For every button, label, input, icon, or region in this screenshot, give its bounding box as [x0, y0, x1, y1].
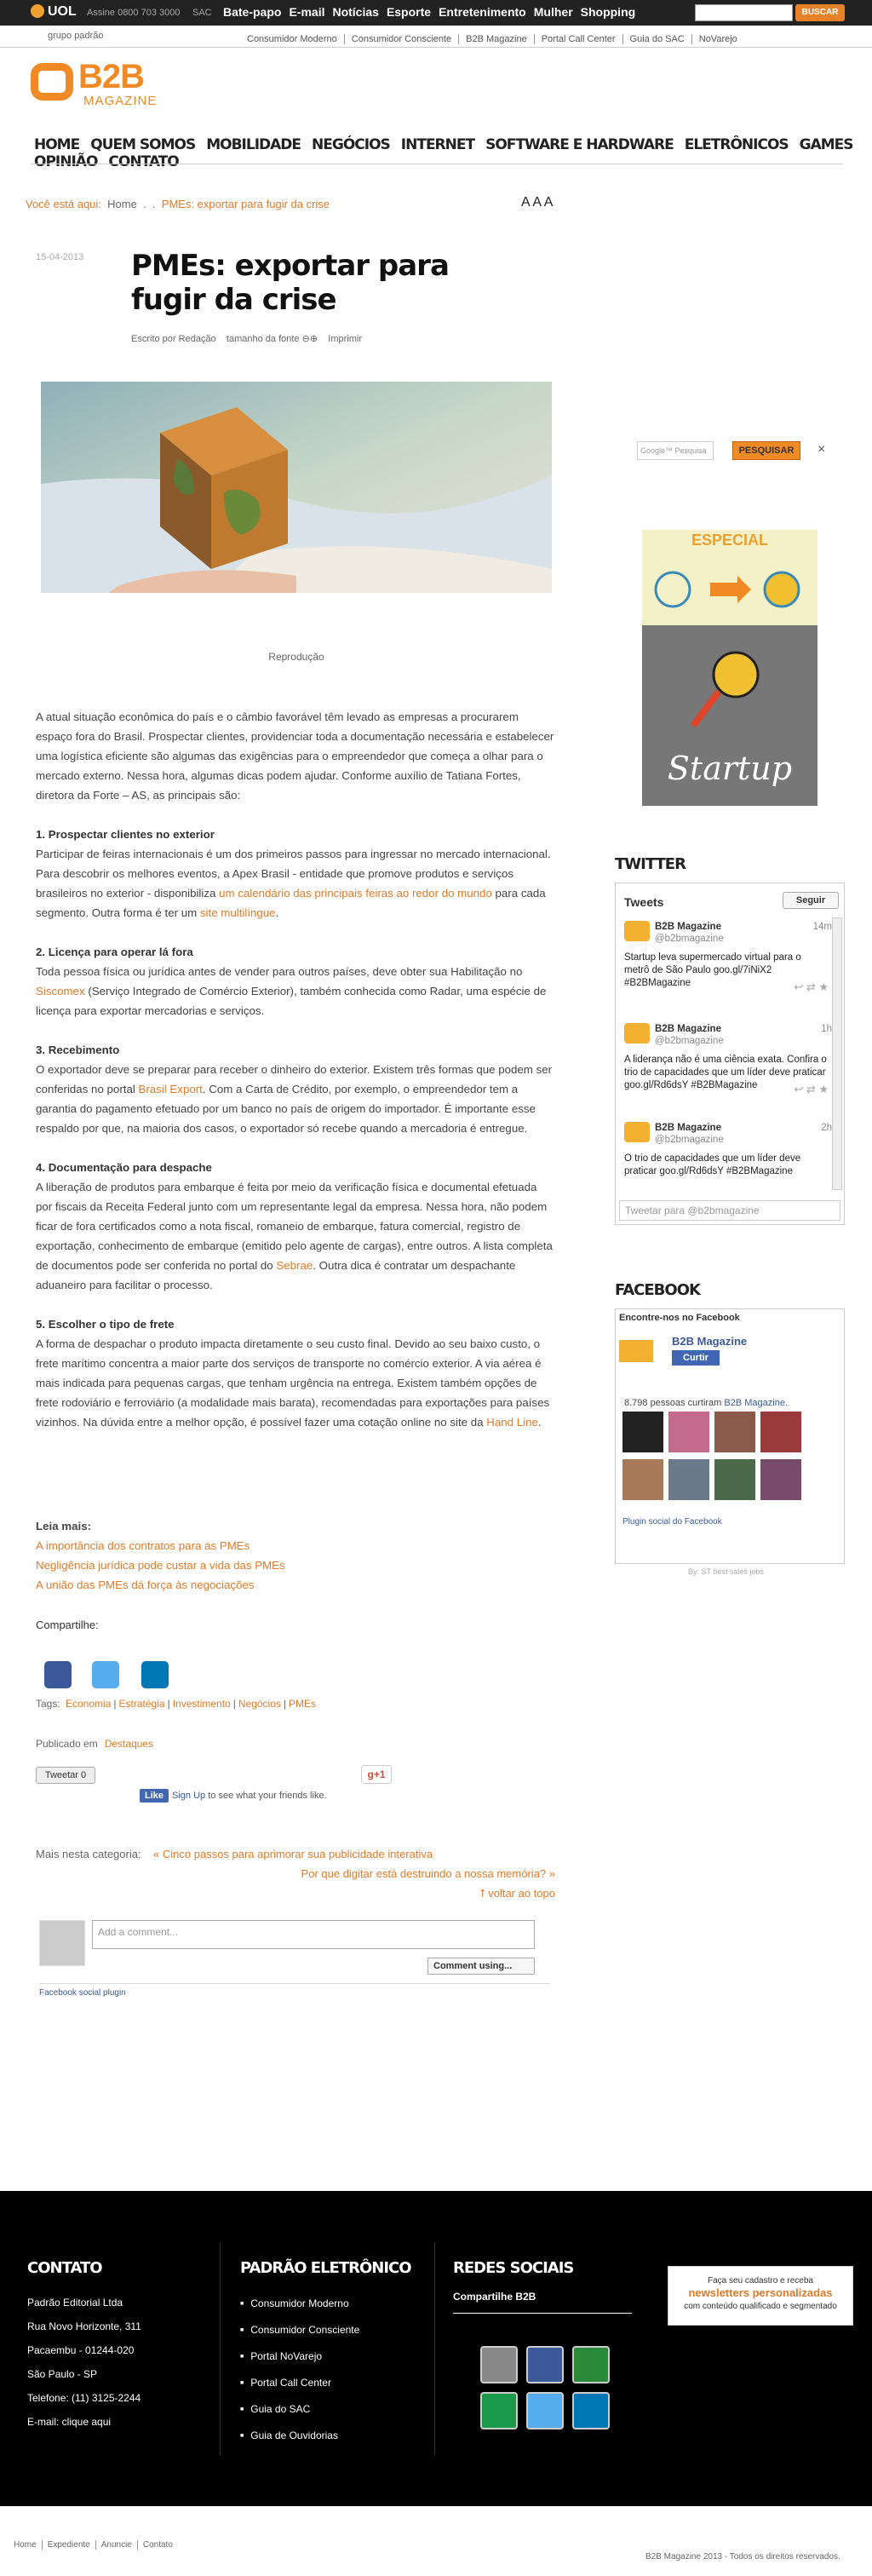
- article-date: 15-04-2013: [36, 252, 84, 262]
- footer-link[interactable]: ■ Guia de Ouvidorias: [240, 2423, 411, 2449]
- fan-avatar[interactable]: [714, 1459, 755, 1500]
- breadcrumb-home[interactable]: Home: [107, 198, 137, 210]
- tweet-actions[interactable]: ↩ ⇄ ★: [794, 1083, 829, 1095]
- follow-button[interactable]: Seguir: [783, 892, 839, 909]
- article-image: [41, 382, 552, 593]
- section-title: 3. Recebimento: [36, 1044, 120, 1056]
- uol-assine-link[interactable]: Assine 0800 703 3000: [87, 8, 181, 18]
- close-icon[interactable]: ×: [818, 442, 826, 457]
- section-paragraph: Toda pessoa física ou jurídica antes de vender para outros países, deve obter sua Habilitação no Siscomex (Serviço Integrado de Comércio Exterior), também conhecida como Radar, uma espécie de licença para exportar mercadorias e serviços.: [36, 965, 547, 1017]
- facebook-icon[interactable]: [526, 2346, 564, 2383]
- divider: [39, 1983, 550, 1984]
- fan-avatar[interactable]: [668, 1459, 709, 1500]
- nav-opiniao[interactable]: OPINIÃO: [34, 153, 98, 170]
- category-link[interactable]: Destaques: [104, 1738, 154, 1750]
- breadcrumb-sep: .: [143, 198, 146, 210]
- fan-avatar[interactable]: [622, 1412, 663, 1452]
- author-name: Redação: [178, 334, 216, 344]
- article-body: [36, 707, 555, 1452]
- comment-using-button[interactable]: Comment using...: [427, 1958, 535, 1975]
- twitter-icon[interactable]: [526, 2392, 564, 2429]
- footer-contato: CONTATO Padrão Editorial Ltda Rua Novo Horizonte, 311 Pacaembu - 01244-020 São Paulo - SP Telefone: (11) 3125-2244 E-mail: clique aqui: [27, 2259, 141, 2434]
- more-in-category: [36, 1844, 555, 1903]
- tweet-time[interactable]: 14m: [812, 922, 832, 932]
- section-paragraph: A liberação de produtos para embarque é feita por meio da verificação física e documental efetuada por fiscais da Receita Federal junto com um representante legal da empresa. Nessa hora, não podem ficar de fora certificados como a nota fiscal, romaneio de embarque, fatura comercial, registro de exportação, conhecimento de embarque (emitido pelo agente de cargas), entre outros. A lista completa de documentos pode ser conferida no portal do Sebrae. Outra dica é contratar um despachante aduaneiro para facilitar o processo.: [36, 1181, 553, 1291]
- fb-like-count: 8.798 pessoas curtiram B2B Magazine.: [624, 1398, 789, 1408]
- tweet-input[interactable]: Tweetar para @b2bmagazine: [619, 1200, 840, 1221]
- fb-page-logo[interactable]: [619, 1340, 653, 1362]
- tweet-actions[interactable]: ↩ ⇄ ★: [794, 980, 829, 993]
- footer-link[interactable]: ■ Portal NoVarejo: [240, 2343, 411, 2370]
- fan-avatar[interactable]: [760, 1412, 801, 1452]
- startup-banner[interactable]: [642, 530, 818, 806]
- group-link[interactable]: Guia do SAC: [630, 34, 692, 44]
- breadcrumb-label: Você está aqui:: [26, 198, 101, 210]
- sebrae-link[interactable]: Sebrae: [276, 1259, 313, 1272]
- siscomex-link[interactable]: Siscomex: [36, 985, 85, 998]
- uol-nav-shopping[interactable]: Shopping: [580, 5, 636, 19]
- prev-article-link[interactable]: « Cinco passos para aprimorar sua publicidade interativa: [153, 1848, 433, 1860]
- font-increase-icon[interactable]: ⊕: [309, 334, 318, 344]
- section-title: 1. Prospectar clientes no exterior: [36, 828, 215, 841]
- group-link[interactable]: Consumidor Moderno: [247, 34, 345, 44]
- divider: [220, 2242, 221, 2455]
- uol-nav-entretenimento[interactable]: Entretenimento: [439, 5, 526, 19]
- tweet-author[interactable]: B2B Magazine: [655, 1123, 721, 1133]
- facebook-heading: FACEBOOK: [615, 1281, 700, 1299]
- read-more-link[interactable]: A união das PMEs dá força às negociações: [36, 1578, 255, 1591]
- breadcrumb-current: PMEs: exportar para fugir da crise: [161, 198, 330, 210]
- bottom-link[interactable]: Anuncie: [101, 2540, 138, 2550]
- section-paragraph: O exportador deve se preparar para receber o dinheiro do exterior. Existem três formas que podem ser conferidas no portal Brasil Export. Com a Carta de Crédito, por exemplo, o empreendedor tem a garantia do pagamento efetuado por um banco no país de origem do importador. É importante esse respaldo por que, na maioria dos casos, o exportador só recebe quando a mercadoria é entregue.: [36, 1063, 553, 1135]
- section-title: 5. Escolher o tipo de frete: [36, 1318, 175, 1331]
- more-label: Mais nesta categoria:: [36, 1848, 141, 1860]
- footer-link[interactable]: ■ Guia do SAC: [240, 2396, 411, 2423]
- footer-compartilhe: Compartilhe B2B: [453, 2291, 632, 2314]
- avatar: [624, 921, 650, 941]
- fan-avatar[interactable]: [668, 1412, 709, 1452]
- divider: [434, 2242, 435, 2455]
- avatar: [624, 1023, 650, 1044]
- published-in: Publicado em Destaques: [36, 1738, 154, 1750]
- hand-line-link[interactable]: Hand Line: [486, 1416, 538, 1429]
- uol-nav-noticias[interactable]: Notícias: [332, 5, 379, 19]
- copyright: B2B Magazine 2013 - Todos os direitos reservados.: [645, 2552, 840, 2562]
- uol-search-button[interactable]: BUSCAR: [795, 4, 845, 21]
- site-multilingue-link[interactable]: site multilíngue: [199, 906, 276, 919]
- tweet-author[interactable]: B2B Magazine: [655, 1024, 721, 1034]
- fan-avatar[interactable]: [714, 1412, 755, 1452]
- article-title: PMEs: exportar para fugir da crise: [131, 249, 449, 317]
- bottom-link[interactable]: Home: [14, 2540, 43, 2550]
- nav-home[interactable]: HOME: [34, 136, 80, 153]
- font-size-controls[interactable]: A A A: [521, 195, 554, 210]
- email-link[interactable]: E-mail: clique aqui: [27, 2416, 112, 2428]
- fan-avatar[interactable]: [622, 1459, 663, 1500]
- fb-like-widget: Like Sign Up to see what your friends like.: [140, 1791, 327, 1801]
- gplus-button[interactable]: g+1: [361, 1765, 392, 1784]
- fb-find-title: Encontre-nos no Facebook: [619, 1313, 740, 1323]
- font-decrease-icon[interactable]: ⊖: [301, 334, 310, 344]
- footer-padrao: [240, 2259, 411, 2449]
- fan-avatar[interactable]: [760, 1459, 801, 1500]
- uol-sac-link[interactable]: SAC: [192, 8, 212, 18]
- google-search-button[interactable]: PESQUISAR: [732, 441, 800, 460]
- nav-eletronicos[interactable]: ELETRÔNICOS: [684, 136, 789, 153]
- nav-internet[interactable]: INTERNET: [400, 136, 475, 153]
- fb-like-button[interactable]: Like: [140, 1789, 169, 1803]
- by-link[interactable]: By: ST best sales jobs: [688, 1567, 764, 1576]
- group-link[interactable]: Consumidor Consciente: [352, 34, 459, 44]
- read-more-title: Leia mais:: [36, 1520, 92, 1532]
- group-link[interactable]: NoVarejo: [698, 34, 737, 44]
- nav-contato[interactable]: CONTATO: [108, 153, 179, 170]
- intro-paragraph: A atual situação econômica do país e o câmbio favorável têm levado as empresas a procurarem espaço fora do Brasil. Prospectar clientes, providenciar toda a documentação necessária e estabelecer uma logística eficiente são algumas das exigências para o empreendedor que começa a olhar para o mercado externo. Nessa hora, algumas dicas podem ajudar. Conforme auxílio de Tatiana Fortes, diretora da Forte – AS, as principais são:: [36, 710, 554, 802]
- uol-top-bar: [0, 0, 872, 26]
- section-title: 4. Documentação para despache: [36, 1161, 212, 1174]
- section-paragraph: Participar de feiras internacionais é um dos primeiros passos para ingressar no mercado internacional. Para descobrir os melhores eventos, a Apex Brasil - entidade que promove produtos e serviços brasileiros no exterior - disponibiliza um calendário das principais feiras ao redor do mundo para cada segmento. Outra forma é ter um site multilíngue.: [36, 848, 551, 919]
- group-subbar: [0, 26, 872, 48]
- tweet-handle[interactable]: @b2bmagazine: [655, 1135, 724, 1145]
- uol-search-input[interactable]: [695, 4, 793, 21]
- uol-nav-batepapo[interactable]: Bate-papo: [223, 5, 282, 19]
- brasil-export-link[interactable]: Brasil Export: [138, 1083, 203, 1095]
- facebook-widget: [615, 1308, 845, 1564]
- tags-label: Tags:: [36, 1698, 60, 1710]
- uol-nav-mulher[interactable]: Mulher: [533, 5, 573, 19]
- banner-startup-text: Startup: [667, 750, 793, 787]
- linkedin-share-icon[interactable]: [141, 1661, 169, 1688]
- read-more-link[interactable]: Negligência jurídica pode custar a vida das PMEs: [36, 1559, 285, 1572]
- share-title: Compartilhe:: [36, 1619, 99, 1631]
- footer-contato-title: CONTATO: [27, 2259, 102, 2277]
- tweet-time[interactable]: 1h: [821, 1024, 832, 1034]
- footer-link[interactable]: ■ Consumidor Consciente: [240, 2317, 411, 2343]
- breadcrumb: [26, 198, 330, 210]
- tweet-time[interactable]: 2h: [821, 1123, 832, 1133]
- group-link[interactable]: Portal Call Center: [542, 34, 623, 44]
- arrow-up-icon: ⭡: [479, 1887, 485, 1900]
- footer-pe-title: PADRÃO ELETRÔNICO: [240, 2259, 411, 2277]
- tweets-title: Tweets: [624, 895, 664, 909]
- twitter-heading: TWITTER: [615, 855, 686, 873]
- tweet-text: A liderança não é uma ciência exata. Confira o trio de capacidades que um líder deve praticar goo.gl/Rd6dsY #B2BMagazine: [624, 1055, 827, 1090]
- site-logo[interactable]: [31, 60, 167, 111]
- author-label: Escrito por: [131, 334, 176, 344]
- font-size-label: tamanho da fonte: [226, 334, 300, 344]
- uol-nav-esporte[interactable]: Esporte: [386, 5, 432, 19]
- fb-fans-grid: [622, 1412, 835, 1500]
- uol-logo-icon: [31, 4, 44, 18]
- tweet-text: O trio de capacidades que um líder deve praticar goo.gl/Rd6dsY #B2BMagazine: [624, 1153, 801, 1176]
- fb-curtir-button[interactable]: Curtir: [672, 1350, 720, 1366]
- article-meta: [131, 333, 362, 344]
- footer-redes: [453, 2259, 632, 2314]
- google-search-input[interactable]: Google™ Pesquisa: [637, 441, 714, 460]
- image-caption: Reprodução: [268, 651, 324, 663]
- next-article-link[interactable]: Por que digitar está destruindo a nossa memória? »: [301, 1867, 555, 1880]
- fb-social-plugin-link[interactable]: Facebook social plugin: [39, 1988, 126, 1998]
- nav-quem-somos[interactable]: QUEM SOMOS: [90, 136, 196, 153]
- nav-games[interactable]: GAMES: [799, 136, 853, 153]
- tags: Tags: Economia | Estratégia | Investimento | Negócios | PMEs: [36, 1698, 317, 1710]
- group-link[interactable]: B2B Magazine: [466, 34, 535, 44]
- tag-link[interactable]: PMEs: [289, 1698, 317, 1710]
- tweet-author[interactable]: B2B Magazine: [655, 922, 721, 932]
- back-to-top-link[interactable]: ⭡ voltar ao topo: [479, 1887, 555, 1900]
- tweet-button[interactable]: Tweetar 0: [36, 1767, 95, 1784]
- footer-link[interactable]: ■ Consumidor Moderno: [240, 2291, 411, 2317]
- tweet-count: 0: [81, 1770, 87, 1780]
- main-nav: [34, 136, 872, 170]
- footer-link[interactable]: ■ Portal Call Center: [240, 2370, 411, 2396]
- avatar: [624, 1122, 650, 1142]
- print-link[interactable]: Imprimir: [328, 334, 362, 344]
- fb-plugin-link[interactable]: Plugin social do Facebook: [622, 1517, 722, 1527]
- fb-signup-link[interactable]: Sign Up: [172, 1791, 206, 1801]
- banner-especial-text: ESPECIAL: [691, 532, 769, 549]
- read-more: [36, 1516, 285, 1595]
- avatar: [39, 1920, 85, 1966]
- tag-link[interactable]: Negócios: [238, 1698, 281, 1710]
- b2b-logo-icon: [31, 63, 73, 101]
- nav-software-hardware[interactable]: SOFTWARE E HARDWARE: [485, 136, 674, 153]
- bottom-link[interactable]: Contato: [142, 2540, 173, 2550]
- nav-mobilidade[interactable]: MOBILIDADE: [206, 136, 301, 153]
- read-more-link[interactable]: A importância dos contratos para as PMEs: [36, 1539, 250, 1552]
- uol-nav-email[interactable]: E-mail: [289, 5, 325, 19]
- group-links: [247, 34, 751, 44]
- tag-link[interactable]: Investimento: [172, 1698, 231, 1710]
- delicious-icon[interactable]: [572, 2346, 610, 2383]
- comment-input[interactable]: Add a comment...: [92, 1920, 535, 1949]
- facebook-share-icon[interactable]: [44, 1661, 72, 1688]
- section-paragraph: A forma de despachar o produto impacta diretamente o seu custo final. Devido ao seu baixo custo, o frete marítimo concentra a maior parte dos serviços de transporte no comércio exterior. A via aérea é mais indicada para pequenas cargas, que tenham urgência na entrega. Existem também opções de frete rodoviário e ferroviário (a modalidade mais barata), recomendadas para exportações para países vizinhos. Na dúvida entre a melhor opção, é possível fazer uma cotação online no site da Hand Line.: [36, 1337, 550, 1429]
- tag-link[interactable]: Estratégia: [118, 1698, 165, 1710]
- footer: [0, 2191, 872, 2506]
- grupo-padrao-logo[interactable]: grupo padrão: [48, 31, 104, 41]
- fb-comments: [39, 1910, 550, 1998]
- bottom-link[interactable]: Expediente: [48, 2540, 96, 2550]
- twitter-share-icon[interactable]: [92, 1661, 119, 1688]
- nav-negocios[interactable]: NEGÓCIOS: [312, 136, 390, 153]
- tag-link[interactable]: Economia: [66, 1698, 112, 1710]
- myspace-icon[interactable]: [480, 2346, 518, 2383]
- stumbleupon-icon[interactable]: [480, 2392, 518, 2429]
- tweet-handle[interactable]: @b2bmagazine: [655, 934, 724, 944]
- newsletter-banner[interactable]: Faça seu cadastro e receba newsletters personalizadas com conteúdo qualificado e segmentado: [668, 2266, 853, 2326]
- feiras-calendar-link[interactable]: um calendário das principais feiras ao redor do mundo: [219, 887, 492, 900]
- logo-magazine-text: MAGAZINE: [83, 94, 158, 108]
- footer-rs-title: REDES SOCIAIS: [453, 2259, 574, 2277]
- uol-nav: [223, 5, 643, 19]
- tweet-text: Startup leva supermercado virtual para o metrô de São Paulo goo.gl/7iNiX2 #B2BMagazine: [624, 952, 801, 988]
- logo-b2b-text: B2B: [78, 58, 145, 95]
- section-title: 2. Licença para operar lá fora: [36, 946, 193, 958]
- fb-page-name[interactable]: B2B Magazine: [672, 1335, 748, 1348]
- tweet-handle[interactable]: @b2bmagazine: [655, 1036, 724, 1046]
- breadcrumb-sep: .: [152, 198, 156, 210]
- linkedin-icon[interactable]: [572, 2392, 610, 2429]
- uol-logo[interactable]: UOL: [31, 4, 77, 20]
- scrollbar[interactable]: [832, 917, 842, 1190]
- globe-cube-illustration: [41, 382, 552, 593]
- twitter-widget: [615, 883, 845, 1225]
